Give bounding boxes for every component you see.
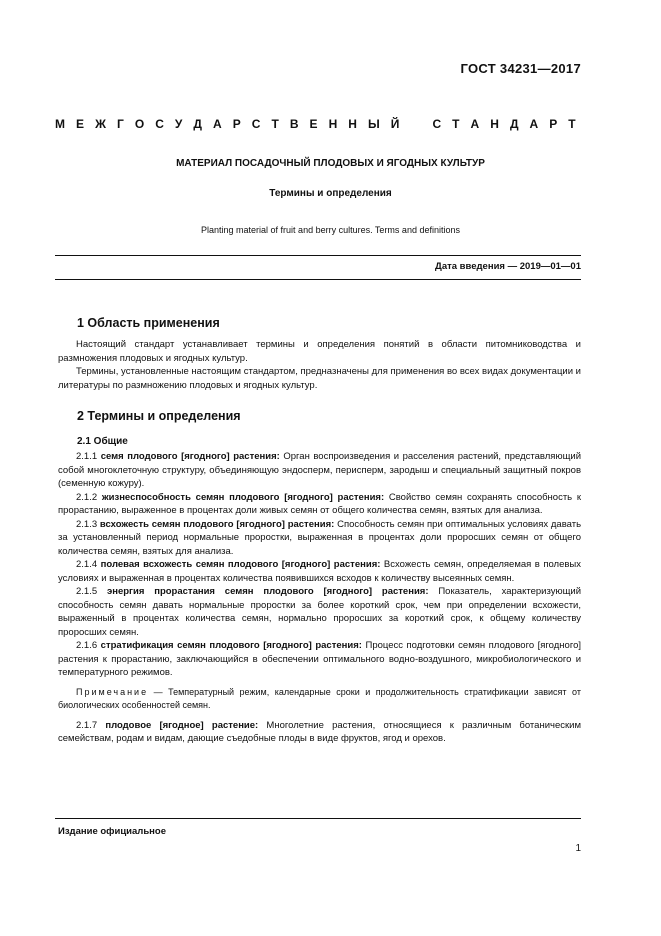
- section-1-paragraph: Настоящий стандарт устанавливает термины и определения понятий в области питомниководства и размножения плодовых и ягодных культур.: [58, 339, 581, 364]
- section-2-heading: 2 Термины и определения: [77, 409, 241, 423]
- document-subtitle: Термины и определения: [269, 188, 392, 199]
- interstate-letter: Н: [490, 117, 499, 131]
- interstate-letter: Д: [509, 117, 519, 131]
- interstate-letter: Д: [193, 117, 202, 131]
- interstate-letter: О: [134, 117, 145, 131]
- subsection-2-1-heading: 2.1 Общие: [77, 436, 128, 447]
- interstate-letter: С: [432, 117, 442, 131]
- term-entry: [58, 558, 581, 585]
- term-name: стратификация семян плодового [ягодного] растения:: [100, 640, 362, 651]
- term-number: 2.1.3: [76, 518, 98, 530]
- interstate-letter: Т: [568, 117, 576, 131]
- term-entry: [58, 518, 581, 559]
- interstate-letter: Р: [549, 117, 558, 131]
- section-1-body: [58, 338, 581, 392]
- term-entry: [58, 719, 581, 746]
- introduction-date: Дата введения — 2019—01—01: [435, 261, 581, 272]
- term-number: 2.1.5: [76, 586, 98, 597]
- interstate-letter: Й: [390, 117, 400, 131]
- interstate-letter: Ж: [95, 117, 106, 131]
- interstate-letter: А: [529, 117, 539, 131]
- interstate-letter: С: [251, 117, 261, 131]
- term-number: 2.1.1: [76, 451, 98, 462]
- term-definition: Всхожесть семян, определяемая в полевых условиях и выраженная в процентах количества появившихся всходов к количеству высеянных семян.: [58, 559, 582, 584]
- interstate-letter: А: [212, 117, 222, 131]
- footer-divider: [55, 818, 581, 819]
- interstate-letter: М: [55, 117, 65, 131]
- term-number: 2.1.7: [76, 719, 98, 731]
- interstate-letter: А: [470, 117, 480, 131]
- interstate-letter: Т: [271, 117, 279, 131]
- interstate-letter: Е: [76, 117, 85, 131]
- term-name: энергия прорастания семян плодового [ягодного] растения:: [106, 586, 429, 597]
- term-name: плодовое [ягодное] растение:: [105, 719, 259, 731]
- section-1-heading: 1 Область применения: [77, 316, 220, 330]
- official-edition-label: Издание официальное: [58, 826, 166, 837]
- interstate-letter: Ы: [367, 117, 380, 131]
- document-title-english: Planting material of fruit and berry cultures. Terms and definitions: [201, 225, 460, 235]
- term-entry: [58, 585, 581, 639]
- term-number: 2.1.2: [76, 491, 98, 503]
- term-definition: Показатель, характеризующий способность семян давать нормальные проростки за более короткий срок, чем при определении всхожести, выраженный в процентах количества семян, нормально проросших за короткий срок, к общему количеству проросших семян.: [58, 586, 582, 638]
- term-number: 2.1.4: [76, 559, 98, 570]
- gost-number: ГОСТ 34231—2017: [460, 61, 581, 76]
- section-1-paragraph: Термины, установленные настоящим стандартом, предназначены для применения во всех видах документации и литературы по размножению плодовых и ягодных культур.: [58, 366, 581, 391]
- interstate-letter: С: [155, 117, 164, 131]
- term-definition: Многолетние растения, относящиеся к различным ботаническим семействам, родам и видам, дающие съедобные плоды в виде фруктов, ягод и орехов.: [58, 719, 581, 744]
- page-number: 1: [575, 843, 581, 854]
- interstate-standard-heading: [55, 117, 576, 131]
- term-name: жизнеспособность семян плодового [ягодного] растения:: [101, 491, 385, 503]
- interstate-letter: Г: [116, 117, 124, 131]
- interstate-letter: Р: [232, 117, 241, 131]
- term-name: семя плодового [ягодного] растения:: [100, 451, 280, 462]
- interstate-letter: В: [289, 117, 299, 131]
- note-text: — Температурный режим, календарные сроки и продолжительность стратификации зависят от биологических особенностей семян.: [58, 686, 581, 710]
- interstate-letter: Н: [328, 117, 338, 131]
- divider-bottom: [55, 279, 581, 280]
- term-definition: Процесс подготовки семян плодового [ягодного] растения к прорастанию, заключающийся в обеспечении оптимального водно-воздушного, микробиологического и температурного режимов.: [58, 640, 582, 678]
- terms-list: [58, 450, 581, 746]
- note-label: Примечание: [76, 686, 149, 697]
- interstate-letter: У: [174, 117, 183, 131]
- term-number: 2.1.6: [76, 640, 98, 651]
- interstate-letter: Н: [348, 117, 357, 131]
- term-name: всхожесть семян плодового [ягодного] растения:: [99, 518, 335, 530]
- term-name: полевая всхожесть семян плодового [ягодного] растения:: [100, 559, 381, 570]
- term-entry: [58, 450, 581, 491]
- document-title: МАТЕРИАЛ ПОСАДОЧНЫЙ ПЛОДОВЫХ И ЯГОДНЫХ КУЛЬТУР: [176, 158, 485, 169]
- term-definition: Орган воспроизведения и расселения растений, представляющий собой многоклеточную структуру, объединяющую эндосперм, перисперм, зародыш и специальный защитный покров (семенную кожуру).: [58, 451, 582, 489]
- divider-top: [55, 255, 581, 256]
- term-definition: Свойство семян сохранять способность к прорастанию, выраженное в процентах доли живых семян от общего количества семян, взятых для анализа.: [58, 491, 582, 516]
- term-entry: [58, 639, 581, 680]
- term-entry: [58, 491, 581, 518]
- interstate-letter: Т: [452, 117, 460, 131]
- interstate-letter: Е: [309, 117, 318, 131]
- note: [58, 686, 581, 713]
- term-definition: Способность семян при оптимальных условиях давать за установленный период нормальные проростки, выраженная в процентах доли проросших семян от общего количества семян, взятых для анализа.: [58, 518, 582, 557]
